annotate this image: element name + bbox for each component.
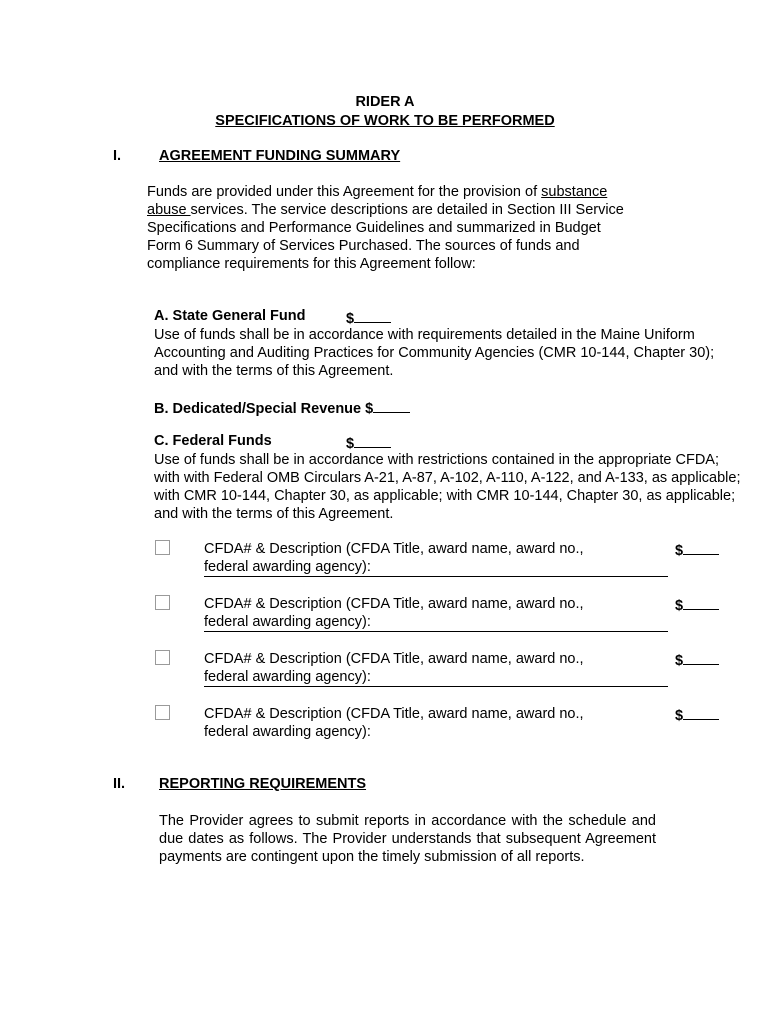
intro-text-post: services. The service descriptions are detailed in Section III Service Specifications and Performance Guidelines and summarized in Budget Form 6 Summary of Services Purchased. The sources of funds and compliance requirements for this Agreement follow:: [147, 202, 624, 272]
fund-c-amount-blank[interactable]: [354, 433, 391, 448]
cfda-2-amount: [675, 595, 719, 614]
cfda-1-description: [204, 540, 668, 577]
cfda-1-amount: [675, 540, 719, 559]
section-2-heading: REPORTING REQUIREMENTS: [159, 776, 367, 792]
cfda-1-dollar-sign: $: [675, 543, 684, 559]
fund-c-dollar-sign: $: [346, 436, 355, 452]
cfda-1-checkbox[interactable]: [155, 540, 170, 555]
cfda-4-line1: CFDA# & Description (CFDA Title, award name, award no.,: [204, 706, 584, 722]
cfda-3-line2: federal awarding agency):: [204, 669, 371, 685]
intro-service-name: substance abuse: [147, 184, 608, 218]
fund-a-dollar-sign: $: [346, 311, 355, 327]
fund-b-line: [154, 398, 410, 417]
cfda-4-amount-blank[interactable]: [683, 705, 719, 720]
cfda-3-amount-blank[interactable]: [683, 650, 719, 665]
fund-b-dollar-sign: $: [365, 401, 374, 417]
fund-b-amount-blank[interactable]: [373, 398, 410, 413]
fund-a-text: Use of funds shall be in accordance with requirements detailed in the Maine Uniform Accounting and Auditing Practices for Community Agencies (CMR 10-144, Chapter 30); and with the terms of this Agreement.: [154, 327, 715, 379]
cfda-1-line2: federal awarding agency):: [204, 559, 371, 575]
fund-a-label: A. State General Fund: [154, 308, 306, 324]
cfda-4-description: [204, 705, 668, 741]
cfda-2-line2: federal awarding agency):: [204, 614, 371, 630]
cfda-1-line1: CFDA# & Description (CFDA Title, award name, award no.,: [204, 541, 584, 557]
cfda-2-amount-blank[interactable]: [683, 595, 719, 610]
document-subtitle: SPECIFICATIONS OF WORK TO BE PERFORMED: [215, 113, 555, 129]
cfda-3-checkbox[interactable]: [155, 650, 170, 665]
intro-text-pre: Funds are provided under this Agreement for the provision of: [147, 184, 542, 200]
cfda-3-description: [204, 650, 668, 687]
cfda-4-line2: federal awarding agency):: [204, 724, 371, 740]
cfda-2-checkbox[interactable]: [155, 595, 170, 610]
cfda-2-line1: CFDA# & Description (CFDA Title, award name, award no.,: [204, 596, 584, 612]
funding-intro-paragraph: [147, 183, 637, 273]
section-2-numeral: II.: [113, 776, 126, 792]
cfda-3-amount: [675, 650, 719, 669]
fund-c-text: Use of funds shall be in accordance with restrictions contained in the appropriate CFDA; with with Federal OMB Circulars A-21, A-87, A-102, A-110, A-122, and A-133, as applicable; with CMR 10-144, Chapter 30, as applicable; with CMR 10-144, Chapter 30, as applicable; and with the terms of this Agreement.: [154, 452, 741, 522]
cfda-4-dollar-sign: $: [675, 708, 684, 724]
fund-a-amount-blank[interactable]: [354, 308, 391, 323]
cfda-4-amount: [675, 705, 719, 724]
cfda-1-amount-blank[interactable]: [683, 540, 719, 555]
cfda-3-line1: CFDA# & Description (CFDA Title, award name, award no.,: [204, 651, 584, 667]
reporting-paragraph: The Provider agrees to submit reports in accordance with the schedule and due dates as follows. The Provider understands that subsequent Agreement payments are contingent upon the timely submission of all reports.: [159, 813, 656, 865]
cfda-4-checkbox[interactable]: [155, 705, 170, 720]
fund-c-label: C. Federal Funds: [154, 433, 272, 449]
document-title: RIDER A: [355, 94, 415, 110]
fund-b-label: B. Dedicated/Special Revenue: [154, 401, 362, 417]
fund-c-amount: [346, 433, 391, 452]
cfda-2-description: [204, 595, 668, 632]
section-1-heading: AGREEMENT FUNDING SUMMARY: [159, 148, 401, 164]
cfda-3-dollar-sign: $: [675, 653, 684, 669]
fund-a-amount: [346, 308, 391, 327]
section-1-numeral: I.: [113, 148, 122, 164]
cfda-2-dollar-sign: $: [675, 598, 684, 614]
